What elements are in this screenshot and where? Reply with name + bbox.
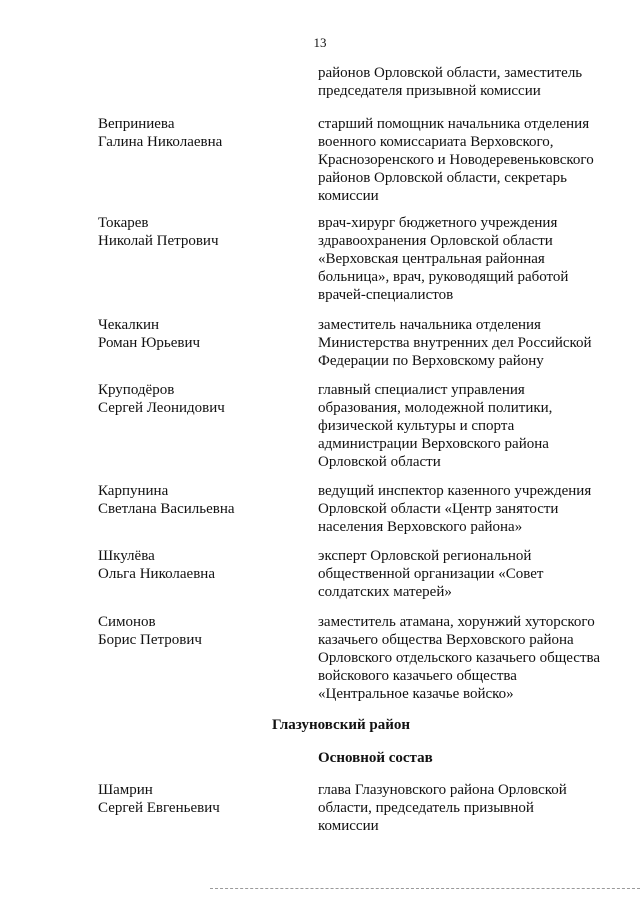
member-role: главный специалист управления образования, молодежной политики, физической культуры и спорта администрации Верховского района Орловской области bbox=[318, 382, 553, 470]
page-number: 13 bbox=[313, 35, 327, 50]
member-name: Симонов Борис Петрович bbox=[98, 614, 202, 648]
member-role: заместитель атамана, хорунжий хуторского казачьего общества Верховского района Орловского отдельского казачьего общества войскового казачьего общества «Центральное казачье войско» bbox=[318, 614, 601, 702]
member-role: глава Глазуновского района Орловской области, председатель призывной комиссии bbox=[318, 782, 567, 834]
continuation-text: районов Орловской области, заместитель председателя призывной комиссии bbox=[318, 65, 583, 99]
member-name: Шамрин Сергей Евгеньевич bbox=[98, 782, 220, 816]
member-name: Карпунина Светлана Васильевна bbox=[98, 483, 235, 517]
member-role: заместитель начальника отделения Министерства внутренних дел Российской Федерации по Верховскому району bbox=[318, 317, 592, 369]
member-role: старший помощник начальника отделения военного комиссариата Верховского, Краснозоренского и Новодеревеньковского районов Орловской области, секретарь комиссии bbox=[318, 116, 594, 204]
member-role: ведущий инспектор казенного учреждения Орловской области «Центр занятости населения Верховского района» bbox=[318, 483, 592, 535]
member-name: Веприниева Галина Николаевна bbox=[98, 116, 223, 150]
member-name: Круподёров Сергей Леонидович bbox=[98, 382, 225, 416]
composition-heading: Основной состав bbox=[318, 750, 433, 766]
bottom-divider bbox=[210, 888, 640, 889]
member-role: врач-хирург бюджетного учреждения здравоохранения Орловской области «Верховская центральная районная больница», врач, руководящий работой врачей-специалистов bbox=[318, 215, 569, 303]
member-name: Шкулёва Ольга Николаевна bbox=[98, 548, 215, 582]
member-role: эксперт Орловской региональной общественной организации «Совет солдатских матерей» bbox=[318, 548, 544, 600]
member-name: Токарев Николай Петрович bbox=[98, 215, 219, 249]
district-heading: Глазуновский район bbox=[272, 717, 410, 733]
member-name: Чекалкин Роман Юрьевич bbox=[98, 317, 201, 351]
